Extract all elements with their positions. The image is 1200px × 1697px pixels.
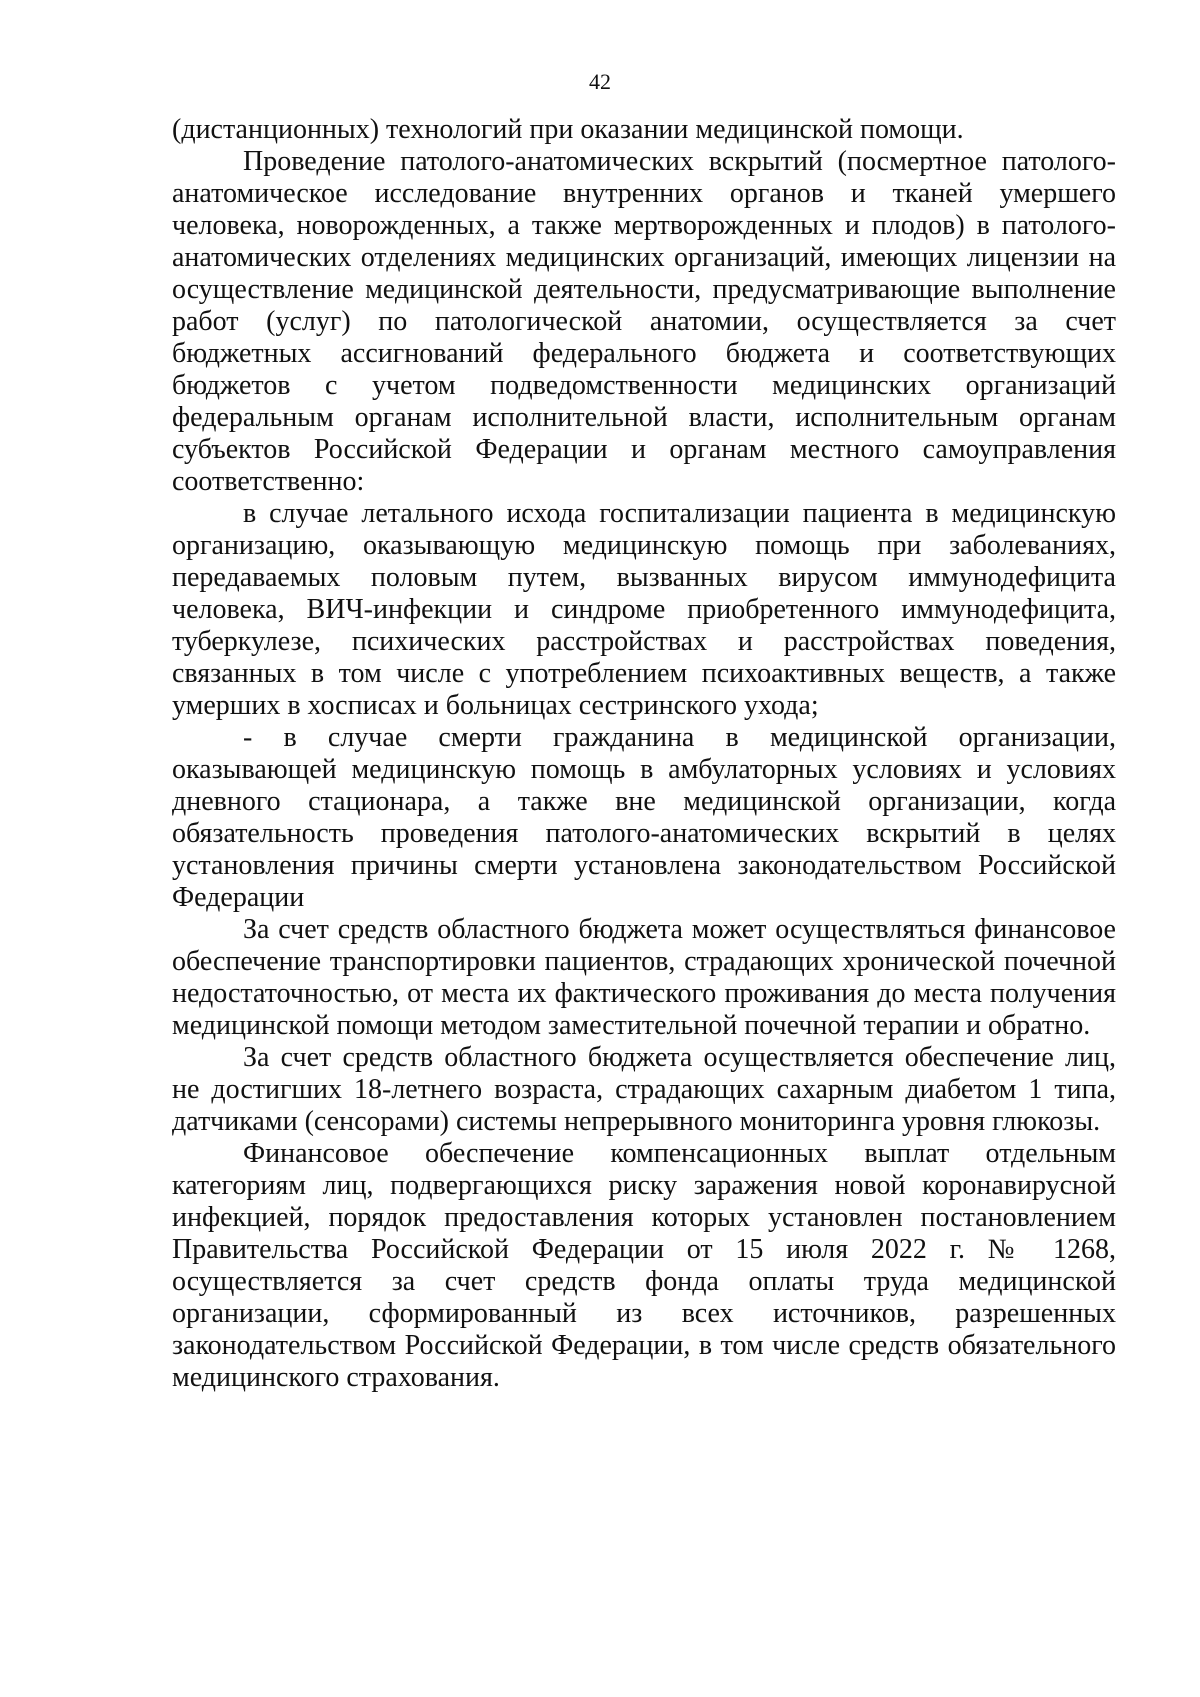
paragraph-hospitalization-case: в случае летального исхода госпитализации пациента в медицинскую организацию, оказывающую медицинскую помощь при заболеваниях, передаваемых половым путем, вызванных вирусом иммунодефицита человека, ВИЧ-инфекции и синдроме приобретенного иммунодефицита, туберкулезе, психических расстройствах и расстройствах поведения, связанных в том числе с употреблением психоактивных веществ, а также умерших в хосписах и больницах сестринского ухода;: [172, 498, 1116, 721]
document-body: [172, 114, 1116, 1394]
paragraph-outpatient-death-case: - в случае смерти гражданина в медицинской организации, оказывающей медицинскую помощь в амбулаторных условиях и условиях дневного стационара, а также вне медицинской организации, когда обязательность проведения патолого-анатомических вскрытий в целях установления причины смерти установлена законодательством Российской Федерации: [172, 722, 1116, 913]
page-number: 42: [589, 69, 611, 94]
paragraph-autopsy-funding: Проведение патолого-анатомических вскрытий (посмертное патолого-анатомическое исследование внутренних органов и тканей умершего человека, новорожденных, а также мертворожденных и плодов) в патолого-анатомических отделениях медицинских организаций, имеющих лицензии на осуществление медицинской деятельности, предусматривающие выполнение работ (услуг) по патологической анатомии, осуществляется за счет бюджетных ассигнований федерального бюджета и соответствующих бюджетов с учетом подведомственности медицинских организаций федеральным органам исполнительной власти, исполнительным органам субъектов Российской Федерации и органам местного самоуправления соответственно:: [172, 146, 1116, 497]
paragraph-glucose-sensors: За счет средств областного бюджета осуществляется обеспечение лиц, не достигших 18-летнего возраста, страдающих сахарным диабетом 1 типа, датчиками (сенсорами) системы непрерывного мониторинга уровня глюкозы.: [172, 1042, 1116, 1137]
paragraph-continuation: (дистанционных) технологий при оказании медицинской помощи.: [172, 114, 964, 145]
paragraph-dialysis-transport: За счет средств областного бюджета может осуществляться финансовое обеспечение транспортировки пациентов, страдающих хронической почечной недостаточностью, от места их фактического проживания до места получения медицинской помощи методом заместительной почечной терапии и обратно.: [172, 914, 1116, 1041]
paragraph-compensation-payments: Финансовое обеспечение компенсационных выплат отдельным категориям лиц, подвергающихся риску заражения новой коронавирусной инфекцией, порядок предоставления которых установлен постановлением Правительства Российской Федерации от 15 июля 2022 г. № 1268, осуществляется за счет средств фонда оплаты труда медицинской организации, сформированный из всех источников, разрешенных законодательством Российской Федерации, в том числе средств обязательного медицинского страхования.: [172, 1138, 1116, 1393]
